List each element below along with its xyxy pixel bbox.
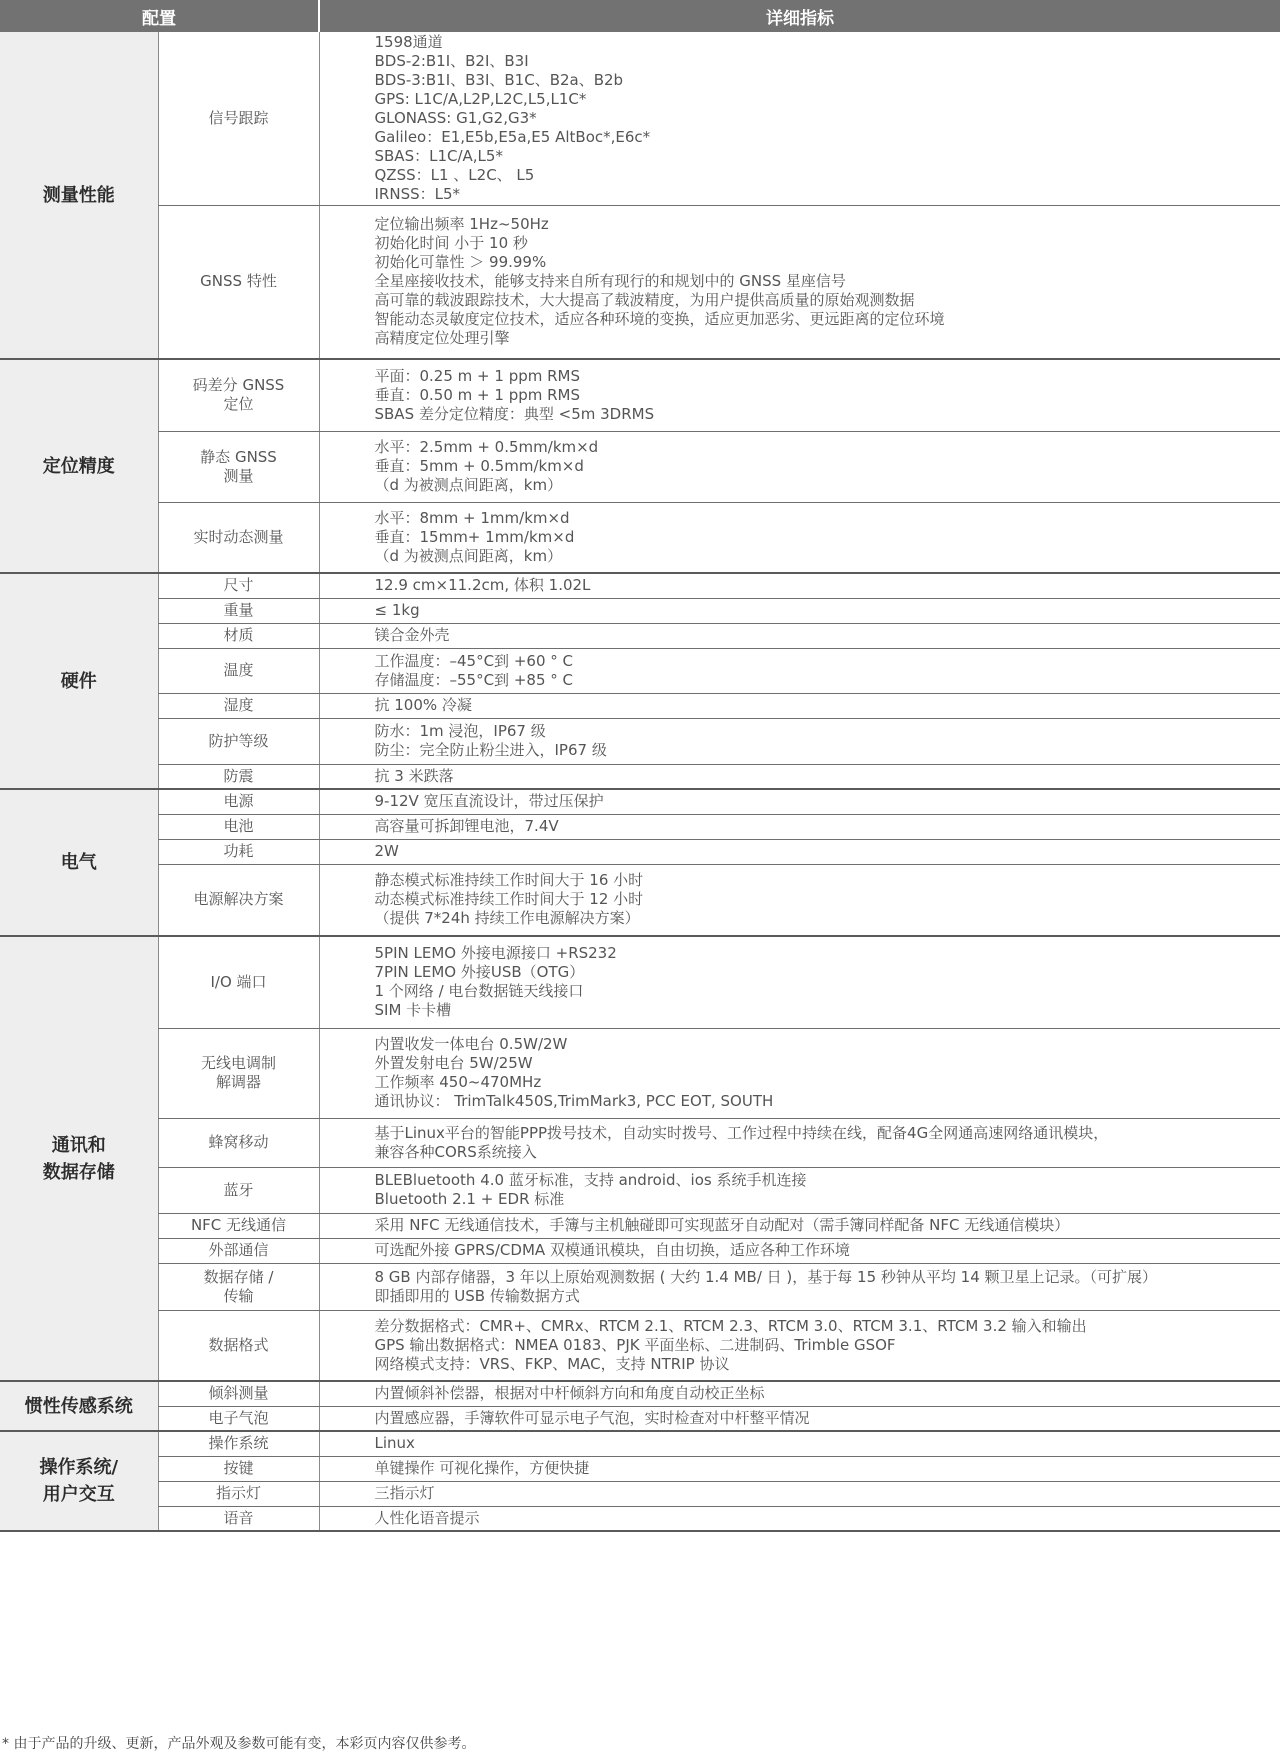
spec-label: 电子气泡 bbox=[158, 1406, 319, 1431]
header-detail: 详细指标 bbox=[319, 0, 1280, 32]
table-row bbox=[0, 936, 1280, 1028]
header-config: 配置 bbox=[0, 0, 319, 32]
spec-table-header bbox=[0, 0, 1280, 32]
spec-label: 电源 bbox=[158, 789, 319, 814]
spec-detail: 抗 100% 冷凝 bbox=[319, 693, 1280, 718]
spec-label: 温度 bbox=[158, 648, 319, 693]
spec-label: 指示灯 bbox=[158, 1481, 319, 1506]
category-cell: 电气 bbox=[0, 789, 158, 936]
category-cell: 操作系统/ 用户交互 bbox=[0, 1431, 158, 1531]
spec-detail: Linux bbox=[319, 1431, 1280, 1456]
table-row bbox=[0, 598, 1280, 623]
spec-label: 重量 bbox=[158, 598, 319, 623]
table-row bbox=[0, 1381, 1280, 1406]
spec-label: 尺寸 bbox=[158, 573, 319, 598]
table-row bbox=[0, 1213, 1280, 1238]
spec-detail: 单键操作 可视化操作，方便快捷 bbox=[319, 1456, 1280, 1481]
spec-label: 数据格式 bbox=[158, 1310, 319, 1381]
spec-label: 蓝牙 bbox=[158, 1167, 319, 1213]
category-cell: 惯性传感系统 bbox=[0, 1381, 158, 1431]
category-cell: 硬件 bbox=[0, 573, 158, 789]
table-row bbox=[0, 1118, 1280, 1167]
spec-label: 语音 bbox=[158, 1506, 319, 1531]
spec-label: 实时动态测量 bbox=[158, 502, 319, 573]
spec-table-body bbox=[0, 32, 1280, 1531]
spec-detail: 镁合金外壳 bbox=[319, 623, 1280, 648]
spec-detail: 人性化语音提示 bbox=[319, 1506, 1280, 1531]
spec-detail: 2W bbox=[319, 839, 1280, 864]
spec-label: 防护等级 bbox=[158, 718, 319, 764]
spec-detail: 差分数据格式：CMR+、CMRx、RTCM 2.1、RTCM 2.3、RTCM 3.0、RTCM 3.1、RTCM 3.2 输入和输出 GPS 输出数据格式：NMEA 0183、PJK 平面坐标、二进制码、Trimble GSOF 网络模式支持：VRS、FKP、MAC，支持 NTRIP 协议 bbox=[319, 1310, 1280, 1381]
spec-detail: 工作温度：–45°C到 +60 ° C 存储温度：–55°C到 +85 ° C bbox=[319, 648, 1280, 693]
spec-label: I/O 端口 bbox=[158, 936, 319, 1028]
spec-label: 倾斜测量 bbox=[158, 1381, 319, 1406]
spec-label: 操作系统 bbox=[158, 1431, 319, 1456]
table-row bbox=[0, 1481, 1280, 1506]
table-row bbox=[0, 623, 1280, 648]
table-row bbox=[0, 764, 1280, 789]
spec-detail: 5PIN LEMO 外接电源接口 +RS232 7PIN LEMO 外接USB（OTG） 1 个网络 / 电台数据链天线接口 SIM 卡卡槽 bbox=[319, 936, 1280, 1028]
spec-detail: 8 GB 内部存储器，3 年以上原始观测数据 ( 大约 1.4 MB/ 日 )，基于每 15 秒钟从平均 14 颗卫星上记录。（可扩展） 即插即用的 USB 传输数据方式 bbox=[319, 1263, 1280, 1310]
spec-label: NFC 无线通信 bbox=[158, 1213, 319, 1238]
spec-detail: 防水：1m 浸泡，IP67 级 防尘：完全防止粉尘进入，IP67 级 bbox=[319, 718, 1280, 764]
spec-detail: 可选配外接 GPRS/CDMA 双模通讯模块，自由切换，适应各种工作环境 bbox=[319, 1238, 1280, 1263]
spec-detail: 抗 3 米跌落 bbox=[319, 764, 1280, 789]
spec-label: 湿度 bbox=[158, 693, 319, 718]
spec-detail: 9-12V 宽压直流设计，带过压保护 bbox=[319, 789, 1280, 814]
table-row bbox=[0, 839, 1280, 864]
spec-label: 蜂窝移动 bbox=[158, 1118, 319, 1167]
spec-detail: 静态模式标准持续工作时间大于 16 小时 动态模式标准持续工作时间大于 12 小时 （提供 7*24h 持续工作电源解决方案） bbox=[319, 864, 1280, 936]
spec-detail: 高容量可拆卸锂电池，7.4V bbox=[319, 814, 1280, 839]
spec-label: 码差分 GNSS 定位 bbox=[158, 359, 319, 431]
table-row bbox=[0, 1456, 1280, 1481]
spec-label: 防震 bbox=[158, 764, 319, 789]
spec-label: 按键 bbox=[158, 1456, 319, 1481]
category-cell: 测量性能 bbox=[0, 32, 158, 359]
table-row bbox=[0, 648, 1280, 693]
spec-detail: 平面：0.25 m + 1 ppm RMS 垂直：0.50 m + 1 ppm RMS SBAS 差分定位精度：典型 <5m 3DRMS bbox=[319, 359, 1280, 431]
table-row bbox=[0, 1431, 1280, 1456]
spec-detail: 三指示灯 bbox=[319, 1481, 1280, 1506]
spec-label: 无线电调制 解调器 bbox=[158, 1028, 319, 1118]
table-row bbox=[0, 789, 1280, 814]
spec-label: 材质 bbox=[158, 623, 319, 648]
spec-detail: ≤ 1kg bbox=[319, 598, 1280, 623]
spec-label: 静态 GNSS 测量 bbox=[158, 431, 319, 502]
table-row bbox=[0, 814, 1280, 839]
spec-detail: 内置感应器，手簿软件可显示电子气泡，实时检查对中杆整平情况 bbox=[319, 1406, 1280, 1431]
table-row bbox=[0, 359, 1280, 431]
table-row bbox=[0, 502, 1280, 573]
footnote: * 由于产品的升级、更新，产品外观及参数可能有变，本彩页内容仅供参考。 bbox=[2, 1736, 476, 1752]
spec-detail: 水平：8mm + 1mm/km×d 垂直：15mm+ 1mm/km×d （d 为被测点间距离，km） bbox=[319, 502, 1280, 573]
table-row bbox=[0, 1506, 1280, 1531]
spec-detail: BLEBluetooth 4.0 蓝牙标准，支持 android、ios 系统手机连接 Bluetooth 2.1 + EDR 标准 bbox=[319, 1167, 1280, 1213]
spec-detail: 水平：2.5mm + 0.5mm/km×d 垂直：5mm + 0.5mm/km×d （d 为被测点间距离，km） bbox=[319, 431, 1280, 502]
table-row bbox=[0, 1310, 1280, 1381]
spec-label: 信号跟踪 bbox=[158, 32, 319, 205]
spec-detail: 基于Linux平台的智能PPP拨号技术，自动实时拨号、工作过程中持续在线，配备4G全网通高速网络通讯模块， 兼容各种CORS系统接入 bbox=[319, 1118, 1280, 1167]
table-row bbox=[0, 1263, 1280, 1310]
spec-detail: 1598通道 BDS-2:B1I、B2I、B3I BDS-3:B1I、B3I、B1C、B2a、B2b GPS: L1C/A,L2P,L2C,L5,L1C* GLONASS: G1,G2,G3* Galileo：E1,E5b,E5a,E5 AltBoc*,E6c* SBAS：L1C/A,L5* QZSS：L1 、L2C、 L5 IRNSS：L5* bbox=[319, 32, 1280, 205]
category-cell: 定位精度 bbox=[0, 359, 158, 573]
table-row bbox=[0, 1238, 1280, 1263]
spec-label: 电源解决方案 bbox=[158, 864, 319, 936]
spec-label: 外部通信 bbox=[158, 1238, 319, 1263]
spec-detail: 定位输出频率 1Hz~50Hz 初始化时间 小于 10 秒 初始化可靠性 ＞ 99.99% 全星座接收技术，能够支持来自所有现行的和规划中的 GNSS 星座信号 高可靠的载波跟踪技术，大大提高了载波精度，为用户提供高质量的原始观测数据 智能动态灵敏度定位技术，适应各种环境的变换，适应更加恶劣、更远距离的定位环境 高精度定位处理引擎 bbox=[319, 205, 1280, 359]
table-row bbox=[0, 205, 1280, 359]
spec-detail: 采用 NFC 无线通信技术，手簿与主机触碰即可实现蓝牙自动配对（需手簿同样配备 NFC 无线通信模块） bbox=[319, 1213, 1280, 1238]
table-row bbox=[0, 718, 1280, 764]
table-row bbox=[0, 1406, 1280, 1431]
spec-detail: 内置倾斜补偿器，根据对中杆倾斜方向和角度自动校正坐标 bbox=[319, 1381, 1280, 1406]
table-row bbox=[0, 1028, 1280, 1118]
category-cell: 通讯和 数据存储 bbox=[0, 936, 158, 1381]
spec-detail: 内置收发一体电台 0.5W/2W 外置发射电台 5W/25W 工作频率 450~470MHz 通讯协议： TrimTalk450S,TrimMark3, PCC EOT, SOUTH bbox=[319, 1028, 1280, 1118]
spec-label: 数据存储 / 传输 bbox=[158, 1263, 319, 1310]
table-row bbox=[0, 693, 1280, 718]
spec-label: 功耗 bbox=[158, 839, 319, 864]
table-row bbox=[0, 32, 1280, 205]
table-row bbox=[0, 1167, 1280, 1213]
table-row bbox=[0, 864, 1280, 936]
table-row bbox=[0, 431, 1280, 502]
table-row bbox=[0, 573, 1280, 598]
spec-label: 电池 bbox=[158, 814, 319, 839]
spec-label: GNSS 特性 bbox=[158, 205, 319, 359]
spec-detail: 12.9 cm×11.2cm, 体积 1.02L bbox=[319, 573, 1280, 598]
